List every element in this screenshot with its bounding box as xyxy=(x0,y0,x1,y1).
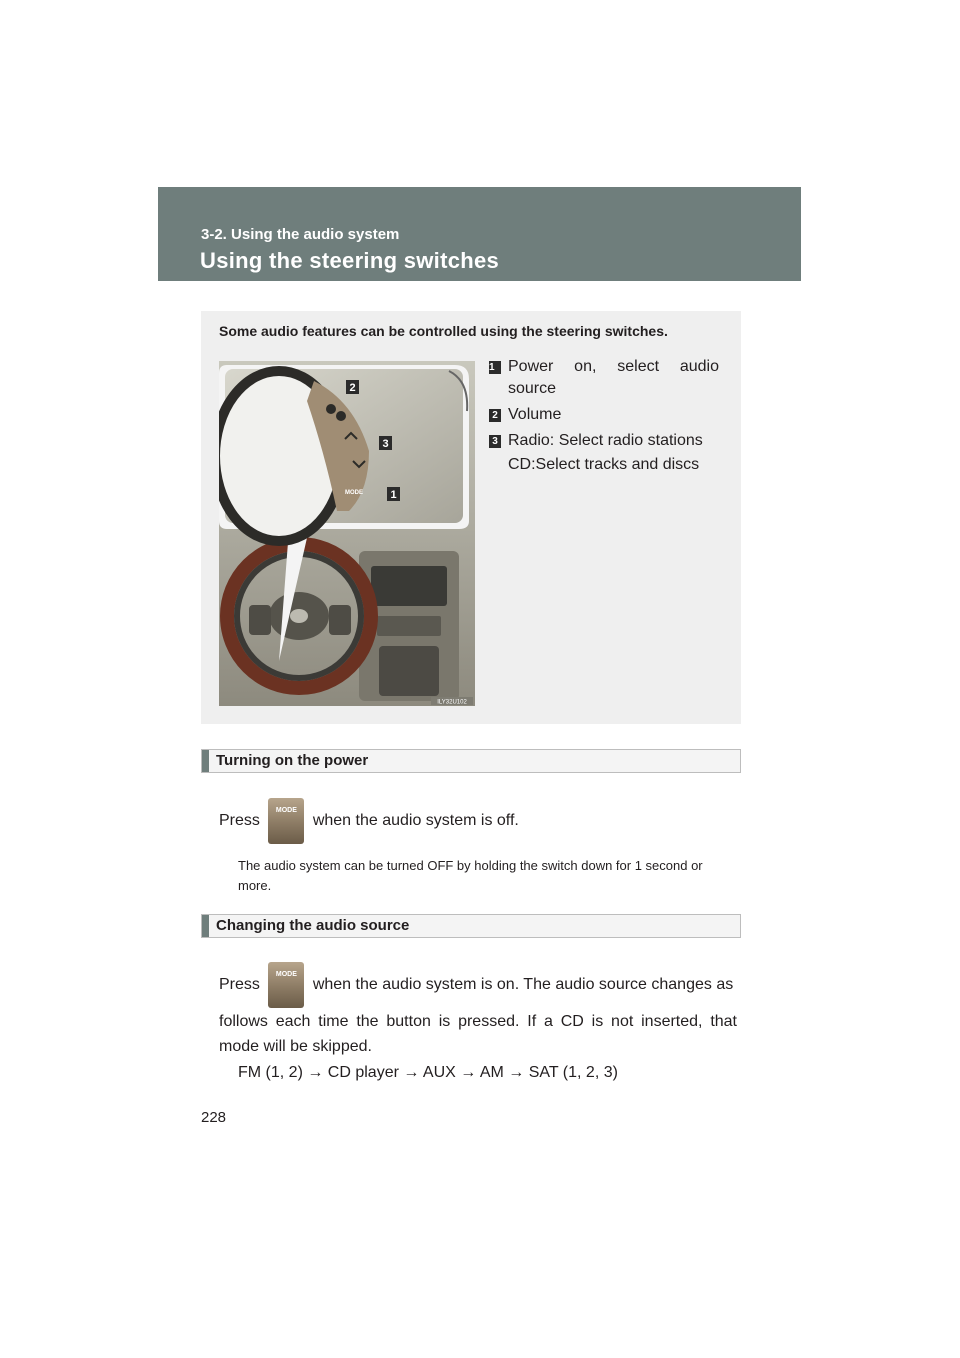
page-number: 228 xyxy=(201,1109,227,1126)
photo-code: ILY32U102 xyxy=(437,699,467,706)
steering-switch-illustration xyxy=(219,361,475,706)
page-title: Using the steering switches xyxy=(200,248,500,273)
source-sequence: FM (1, 2) → CD player → AUX → AM → SAT (1, 2, 3) xyxy=(238,1064,618,1081)
subheading-bar xyxy=(202,750,209,772)
legend-text-1: Power on, select audio source xyxy=(508,358,719,397)
subheading-text: Changing the audio source xyxy=(216,917,410,934)
legend xyxy=(489,356,719,476)
legend-text-2: Volume xyxy=(508,406,562,423)
mode-button-icon xyxy=(268,798,304,844)
subheading-bar xyxy=(202,915,209,937)
subheading-text: Turning on the power xyxy=(216,752,369,769)
legend-item-2 xyxy=(489,404,719,426)
power-off-note: The audio system can be turned OFF by holding the switch down for 1 second or more. xyxy=(238,858,703,893)
legend-text-3-sub: CD:Select tracks and discs xyxy=(508,456,700,473)
subheading-changing-source xyxy=(201,914,741,938)
source-change-paragraph: follows each time the button is pressed. If a CD is not inserted, that mode will be skipped. xyxy=(219,1013,737,1055)
callout-2: 2 xyxy=(349,382,356,394)
press-word: Press xyxy=(219,976,260,994)
legend-num-1: 1 xyxy=(489,361,501,374)
mode-button-icon-label: MODE xyxy=(275,807,297,814)
steering-switch-photo xyxy=(219,361,475,706)
legend-item-3 xyxy=(489,430,719,452)
legend-item-1 xyxy=(489,356,719,400)
press-suffix: when the audio system is on. The audio source changes as xyxy=(312,976,734,994)
press-suffix: when the audio system is off. xyxy=(312,812,519,830)
press-word: Press xyxy=(219,812,260,830)
press-line-1 xyxy=(219,798,519,844)
subheading-turning-on xyxy=(201,749,741,773)
press-line-2 xyxy=(219,962,737,1008)
legend-text-3: Radio: Select radio stations xyxy=(508,432,703,449)
section-label: 3-2. Using the audio system xyxy=(201,226,400,243)
legend-num-2: 2 xyxy=(489,409,501,422)
callout-1: 1 xyxy=(390,489,397,501)
switch-mode-label: MODE xyxy=(345,490,363,496)
mode-button-icon-label: MODE xyxy=(275,971,297,978)
intro-text: Some audio features can be controlled using the steering switches. xyxy=(219,323,668,339)
callout-3: 3 xyxy=(382,438,389,450)
mode-button-icon xyxy=(268,962,304,1008)
legend-num-3: 3 xyxy=(489,435,501,448)
